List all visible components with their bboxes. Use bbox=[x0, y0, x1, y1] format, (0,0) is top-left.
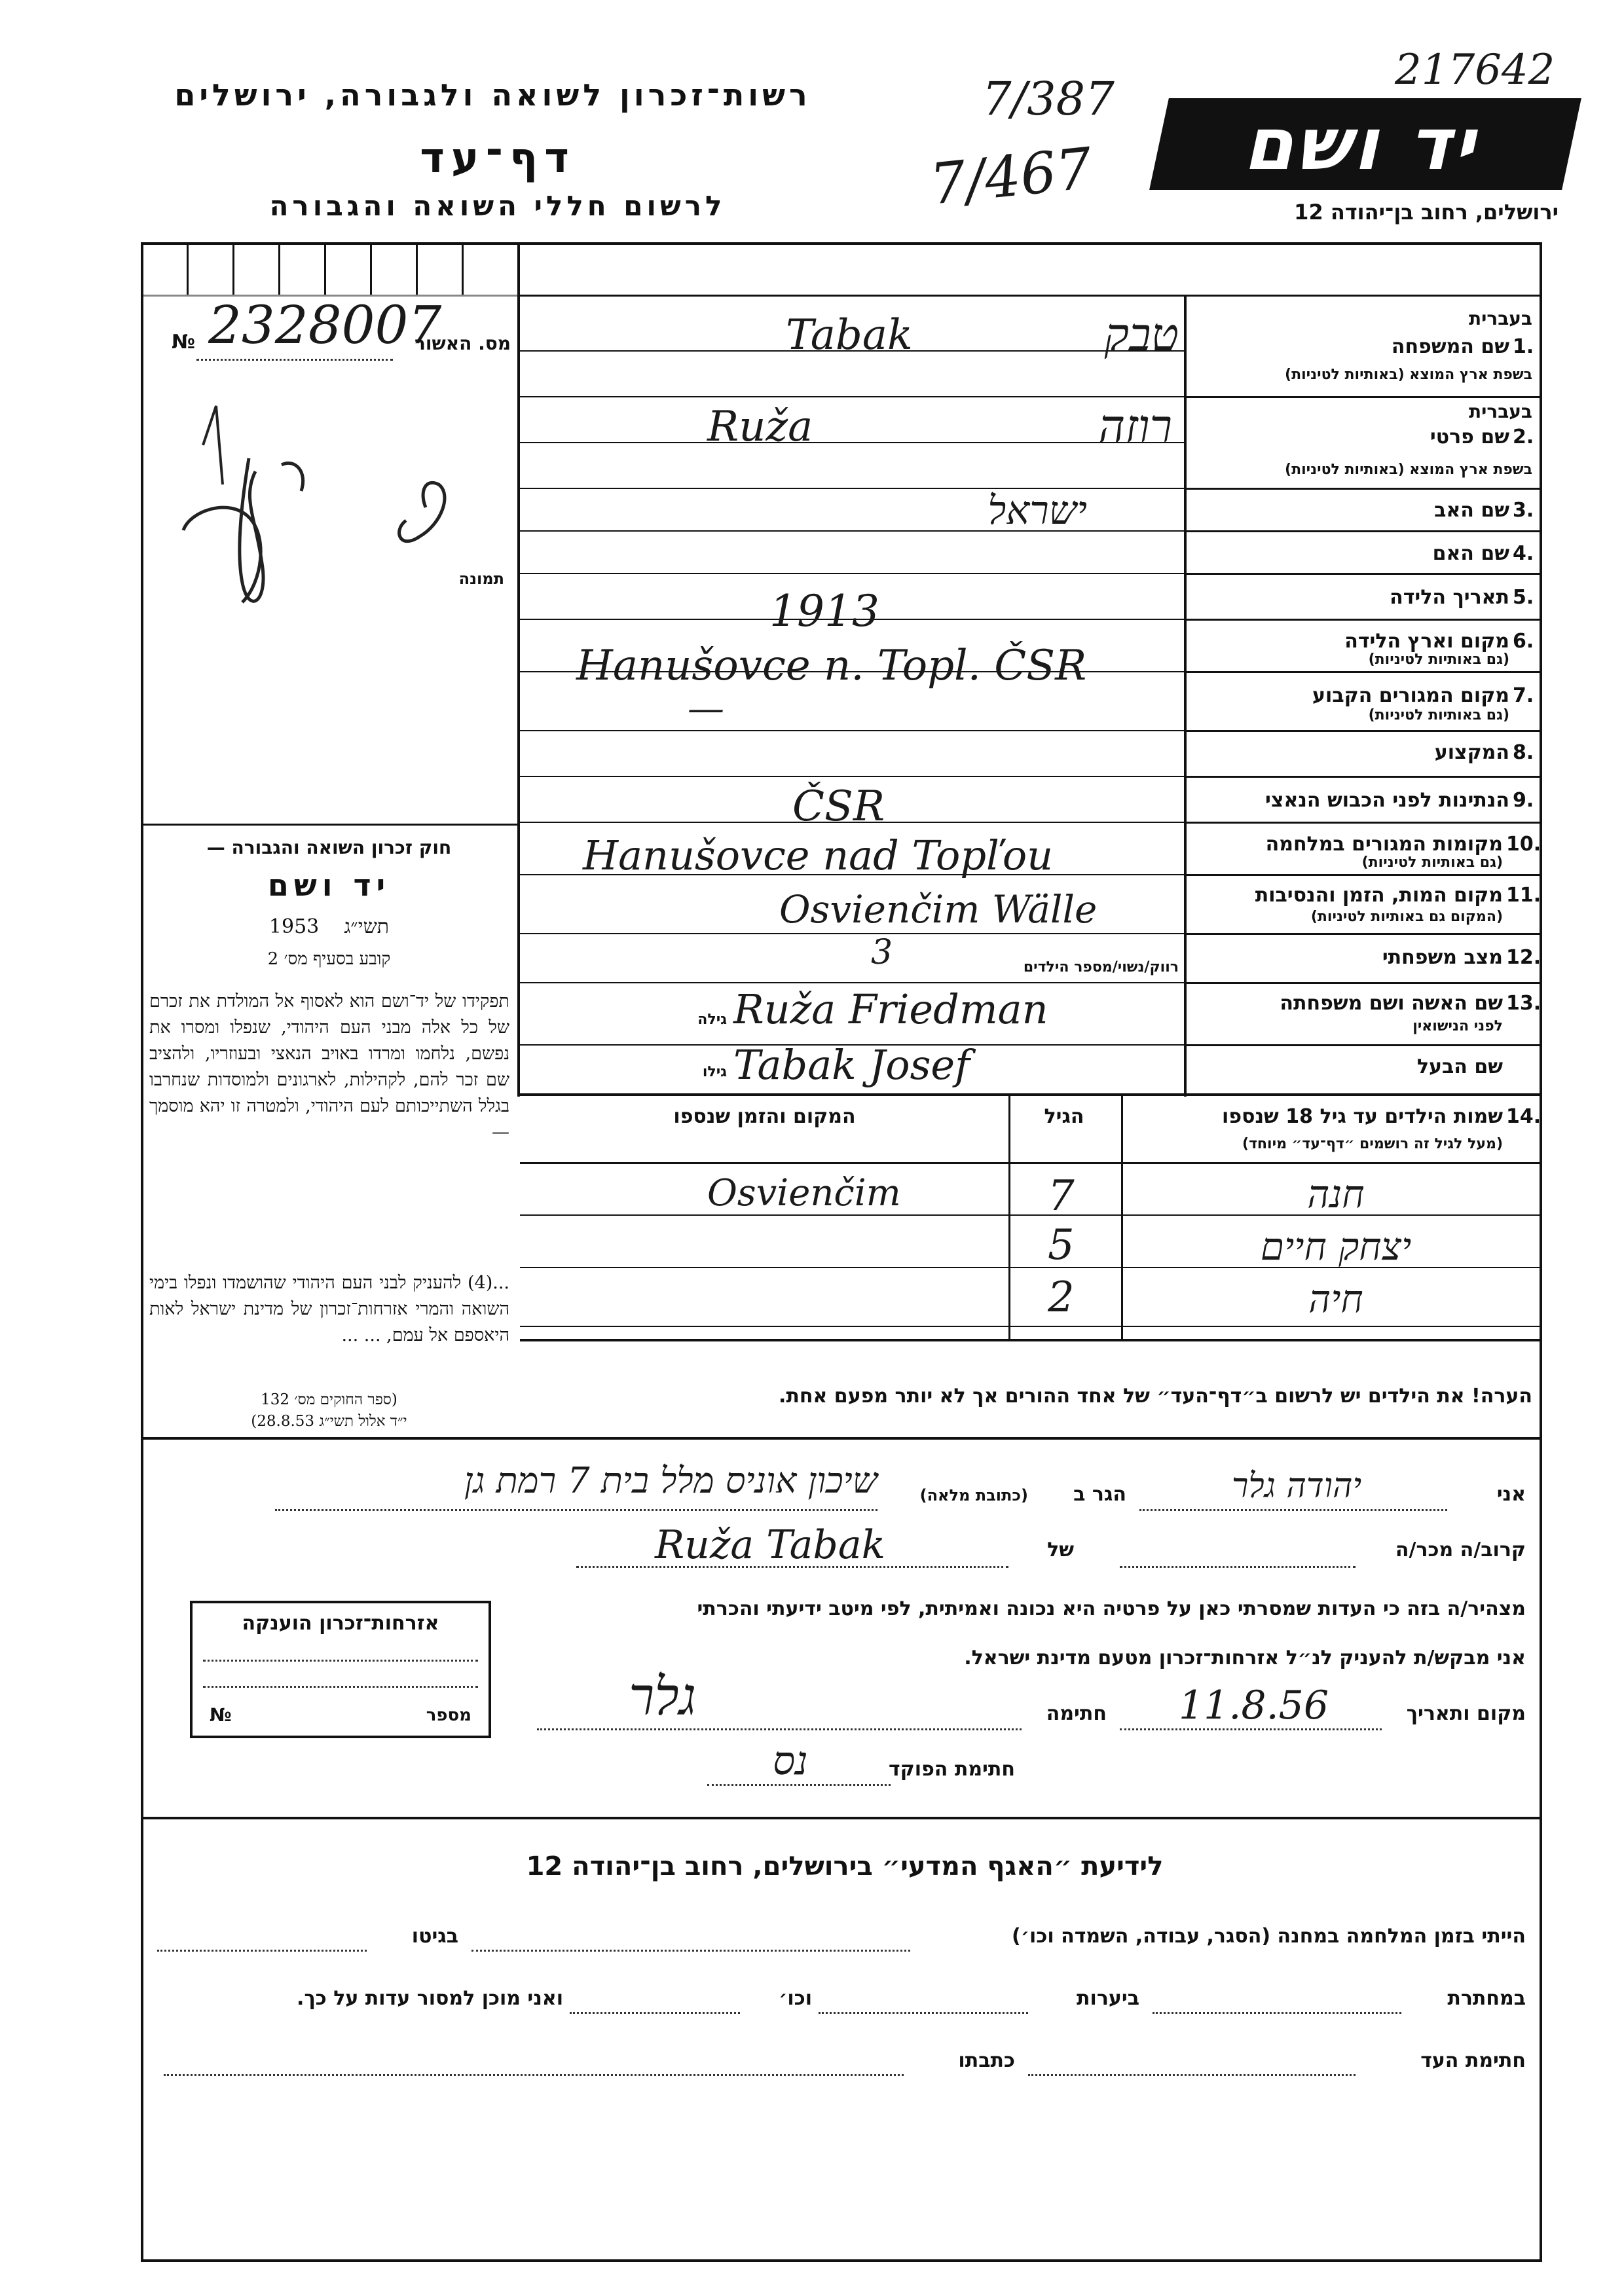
field-row-separator bbox=[1185, 822, 1542, 824]
bottom-line1-a: הייתי בזמן המלחמה במחנה (הסגר, עבודה, השמדה וכו׳) bbox=[1012, 1925, 1526, 1948]
decl-address-value[interactable]: שיכון אוניס מלל בית 7 רמת גן bbox=[464, 1460, 877, 1501]
field-1-sublabel: בשפת ארץ המוצא (באותיות לטיניות) bbox=[1285, 367, 1532, 383]
law-year-hebrew: תשי״ג bbox=[344, 915, 390, 938]
decl-officer-dotted bbox=[707, 1784, 891, 1786]
photo-label: תמונה bbox=[458, 570, 504, 588]
entry-rule bbox=[520, 730, 1184, 731]
field-13-mid-label: גילה bbox=[697, 1011, 727, 1028]
field-2-sublabel: בשפת ארץ המוצא (באותיות לטיניות) bbox=[1285, 462, 1532, 478]
decl-relative: קרוב/ה מכר/ה bbox=[1395, 1539, 1526, 1561]
decl-signature-value[interactable]: גלר bbox=[629, 1666, 697, 1727]
child-age[interactable]: 5 bbox=[1048, 1221, 1075, 1269]
child-name[interactable]: חנה bbox=[1307, 1172, 1365, 1216]
field-12-mid-label: רווק/נשוי/מספר הילדים bbox=[1023, 959, 1179, 975]
field-6-label: מקום וארץ הלידה bbox=[1344, 630, 1509, 653]
field-5-label: תאריך הלידה bbox=[1390, 586, 1509, 609]
field-row-separator bbox=[1185, 573, 1542, 575]
field-7-sublabel: (גם באותיות לטיניות) bbox=[1368, 707, 1509, 723]
decl-ani-value[interactable]: יהודה גלר bbox=[1231, 1467, 1362, 1506]
husband-label: שם הבעל bbox=[1416, 1055, 1503, 1078]
decl-signature: חתימה bbox=[1046, 1702, 1107, 1725]
field-10-label: מקומות המגורים במלחמה bbox=[1265, 833, 1503, 856]
field-1-hebrew-value[interactable]: טבק bbox=[1104, 308, 1179, 361]
law-clause: קובע בסעיף מס׳ 2 bbox=[267, 949, 391, 969]
decl-lives-at: הגר ב bbox=[1073, 1483, 1126, 1506]
memorial-box-dotted bbox=[203, 1686, 478, 1688]
decl-full-address: (כתובת מלאה) bbox=[919, 1486, 1028, 1504]
decl-declare: מצהיר/ה בזה כי העדות שמסרתי כאן על פרטיה היא נכונה ואמיתית, לפי מיטב ידיעתי והכרתי bbox=[697, 1597, 1526, 1620]
field-2-label: שם פרטי bbox=[1430, 426, 1509, 448]
approval-no-symbol: № bbox=[172, 331, 196, 354]
decl-officer-signature: חתימת הפוקד bbox=[889, 1758, 1015, 1781]
children-table-bottom bbox=[520, 1339, 1542, 1341]
entry-rule bbox=[520, 776, 1184, 777]
field-row-separator bbox=[1185, 982, 1542, 984]
handwritten-ref-top: 217642 bbox=[1395, 46, 1555, 94]
children-col-divider-1 bbox=[1008, 1093, 1010, 1339]
note-text: הערה! את הילדים יש לרשום ב״דף־העד״ של אחד ההורים אך לא יותר מפעם אחת. bbox=[779, 1385, 1532, 1408]
child-name[interactable]: חיה bbox=[1308, 1277, 1363, 1321]
field-7-label: מקום המגורים הקבוע bbox=[1312, 684, 1509, 707]
children-row-rule bbox=[520, 1326, 1542, 1327]
memorial-box-title: אזרחות־זכרון הוענקה bbox=[242, 1612, 439, 1635]
field-row-separator bbox=[1185, 671, 1542, 673]
field-7-value[interactable]: — bbox=[688, 687, 724, 730]
field-10-sublabel: (גם באותיות לטיניות) bbox=[1361, 854, 1503, 871]
bottom-line3-a: חתימת העד bbox=[1420, 2049, 1526, 2072]
field-2-hebrew-value[interactable]: רוזה bbox=[1098, 399, 1172, 453]
bottom-title: לידיעת ״האגף המדעי״ בירושלים, רחוב בן־יהודה 12 bbox=[526, 1851, 1164, 1882]
yad-vashem-logo bbox=[1149, 98, 1581, 190]
field-11-number: 11. bbox=[1506, 884, 1541, 907]
field-4-label: שם האם bbox=[1432, 542, 1509, 565]
field-row-separator bbox=[1185, 730, 1542, 732]
decl-request: אני מבקש/ת להעניק לנ״ל אזרחות־זכרון מטעם מדינת ישראל. bbox=[964, 1647, 1526, 1669]
field-6-value[interactable]: Hanušovce n. Topl. ČSR bbox=[576, 642, 1087, 690]
decl-of: של bbox=[1047, 1539, 1074, 1561]
field-3-label: שם האב bbox=[1434, 499, 1509, 522]
entry-rule bbox=[520, 573, 1184, 574]
field-3-number: 3. bbox=[1513, 499, 1534, 522]
photo-strip-tick-4 bbox=[324, 242, 326, 295]
decl-relative-dotted bbox=[1120, 1566, 1356, 1568]
bottom-line1-b: בגיטו bbox=[411, 1925, 458, 1948]
form-subtitle: לרשום חללי השואה והגבורה bbox=[269, 190, 726, 222]
decl-signature-dotted bbox=[537, 1728, 1022, 1730]
children-col-divider-2 bbox=[1121, 1093, 1123, 1339]
decl-of-value[interactable]: Ruža Tabak bbox=[655, 1522, 885, 1568]
logo-text: יד ושם bbox=[1239, 102, 1492, 186]
field-8-label: המקצוע bbox=[1434, 741, 1509, 764]
photo-area[interactable] bbox=[144, 367, 514, 825]
children-table-top bbox=[520, 1093, 1542, 1096]
field-row-separator bbox=[1185, 396, 1542, 398]
decl-ani: אני bbox=[1496, 1483, 1526, 1506]
children-col-age: הגיל bbox=[1044, 1105, 1084, 1128]
child-age[interactable]: 7 bbox=[1048, 1172, 1075, 1220]
law-name: יד ושם bbox=[267, 867, 391, 903]
field-5-number: 5. bbox=[1513, 586, 1534, 609]
entry-rule bbox=[520, 933, 1184, 934]
photo-strip-tick-5 bbox=[370, 242, 372, 295]
field-8-number: 8. bbox=[1513, 741, 1534, 764]
children-col-place: המקום והזמן שנספו bbox=[673, 1105, 856, 1128]
field-row-separator bbox=[1185, 874, 1542, 876]
decl-date-value[interactable]: 11.8.56 bbox=[1179, 1683, 1329, 1728]
photo-strip-tick-1 bbox=[187, 242, 189, 295]
bottom-line2-d: ואני מוכן למסור עדות על כך. bbox=[297, 1987, 563, 2010]
field-12-label: מצב משפחתי bbox=[1382, 946, 1503, 969]
field-row-separator bbox=[1185, 619, 1542, 621]
bottom-line3-dotted-1 bbox=[1028, 2074, 1356, 2076]
bottom-line1-dotted bbox=[471, 1950, 910, 1952]
photo-strip-tick-7 bbox=[462, 242, 464, 295]
child-place[interactable]: Osvienčim bbox=[707, 1172, 901, 1214]
bottom-section-divider bbox=[141, 1817, 1542, 1819]
law-text-article-4: ...(4) להעניק לבני העם היהודי שהושמדו ונפלו בימי השואה והמרי אזרחות־זכרון של מדינת ישראל לאות היאספם אל עמם, ... ... bbox=[149, 1273, 509, 1345]
child-age[interactable]: 2 bbox=[1048, 1273, 1075, 1322]
field-13-number: 13. bbox=[1506, 992, 1541, 1015]
decl-ani-dotted bbox=[1139, 1509, 1447, 1511]
law-title: חוק זכרון השואה והגבורה — bbox=[206, 837, 452, 858]
bottom-line2-dotted-2 bbox=[819, 2012, 1028, 2014]
left-column-divider bbox=[517, 242, 520, 1097]
approval-number[interactable]: 2328007 bbox=[208, 295, 442, 355]
field-row-separator bbox=[1185, 488, 1542, 490]
field-9-value[interactable]: ČSR bbox=[792, 782, 885, 831]
photo-strip-tick-6 bbox=[416, 242, 418, 295]
decl-place-date: מקום ותאריך bbox=[1406, 1702, 1526, 1725]
bottom-line2-b: ביערות bbox=[1077, 1987, 1139, 2010]
field-3-value[interactable]: ישראל bbox=[987, 488, 1087, 534]
law-year: 1953 bbox=[268, 915, 320, 938]
decl-date-dotted bbox=[1120, 1728, 1382, 1730]
field-1-latin-value[interactable]: Tabak bbox=[786, 311, 913, 359]
photo-strip-tick-3 bbox=[278, 242, 280, 295]
bottom-line3-dotted-2 bbox=[164, 2074, 904, 2076]
field-13-sublabel: לפני הנישואין bbox=[1412, 1018, 1503, 1034]
field-2-number: 2. bbox=[1513, 426, 1534, 448]
field-4-number: 4. bbox=[1513, 542, 1534, 565]
field-2-latin-value[interactable]: Ruža bbox=[707, 403, 813, 451]
bottom-line2-a: במחתרת bbox=[1447, 1987, 1526, 2010]
field-12-number: 12. bbox=[1506, 946, 1541, 969]
field-9-number: 9. bbox=[1513, 789, 1534, 812]
field-11-sublabel: (המקום גם באותיות לטיניות) bbox=[1310, 909, 1503, 925]
field-7-number: 7. bbox=[1513, 684, 1534, 707]
husband-value[interactable]: Tabak Josef bbox=[733, 1041, 970, 1089]
memorial-box-no-symbol: № bbox=[210, 1704, 232, 1726]
signature-scribble bbox=[144, 367, 514, 825]
handwritten-ref-2: 7/467 bbox=[927, 136, 1096, 218]
address-line: ירושלים, רחוב בן־יהודה 12 bbox=[1294, 200, 1559, 225]
field-row-separator bbox=[1185, 1044, 1542, 1046]
field-9-label: הנתינות לפני הכבוש הנאצי bbox=[1265, 789, 1509, 812]
field-6-sublabel: (גם באותיות לטיניות) bbox=[1368, 651, 1509, 668]
decl-of-dotted bbox=[576, 1566, 1008, 1568]
children-number: 14. bbox=[1506, 1105, 1541, 1128]
field-12-value[interactable]: 3 bbox=[871, 933, 893, 972]
field-row-separator bbox=[1185, 933, 1542, 935]
authority-line: רשות־זכרון לשואה ולגבורה, ירושלים bbox=[174, 77, 811, 113]
field-row-separator bbox=[1185, 530, 1542, 532]
label-column-divider bbox=[1184, 295, 1187, 1097]
decl-officer-value[interactable]: נס bbox=[773, 1738, 808, 1784]
bottom-line1-dotted-2 bbox=[157, 1950, 367, 1952]
field-10-number: 10. bbox=[1506, 833, 1541, 856]
field-5-value[interactable]: 1913 bbox=[769, 586, 879, 636]
bottom-line2-c: וכו׳ bbox=[779, 1987, 812, 2010]
field-11-value[interactable]: Osvienčim Wälle bbox=[779, 887, 1098, 932]
field-11-label: מקום המות, הזמן והנסיבות bbox=[1255, 884, 1503, 907]
field-2-hebrew-tag: בעברית bbox=[1468, 401, 1532, 422]
field-13-value[interactable]: Ruža Friedman bbox=[733, 985, 1048, 1033]
field-1-label: שם המשפחה bbox=[1391, 335, 1509, 358]
bottom-line2-dotted-1 bbox=[1153, 2012, 1401, 2014]
child-name[interactable]: יצחק חיים bbox=[1260, 1224, 1412, 1269]
decl-address-dotted bbox=[275, 1509, 877, 1511]
law-source-1: (ספר החוקים מס׳ 132 bbox=[261, 1391, 397, 1408]
children-header-rule bbox=[520, 1162, 1542, 1164]
law-source-2: י״ד אלול תשי״ג 28.8.53) bbox=[251, 1413, 407, 1430]
law-panel-divider bbox=[141, 824, 517, 826]
entry-rule bbox=[520, 396, 1184, 397]
section-divider bbox=[141, 1437, 1542, 1440]
photo-strip-tick-2 bbox=[232, 242, 234, 295]
bottom-line3-b: כתבתו bbox=[958, 2049, 1015, 2072]
approval-dotted-line bbox=[196, 359, 393, 361]
approval-label: מס. האשור bbox=[415, 333, 511, 354]
law-text: תפקידו של יד־ושם הוא לאסוף אל המולדת את זכרם של כל אלה מבני העם היהודי, שנפלו ומסרו את נפשם, נלחמו ומרדו באויב הנאצי ובעוזריו, ולהציב שם זכר להם, לקהילות, לארגונים ולמוסדות שנחרבו בגלל השתייכותם לעם היהודי, ולמטרה זו יהא מוסמך — bbox=[149, 991, 509, 1142]
field-1-number: 1. bbox=[1513, 335, 1534, 358]
handwritten-ref-1: 7/387 bbox=[982, 72, 1115, 126]
form-title: דף־עד bbox=[420, 134, 576, 183]
field-13-label: שם האשה ושם משפחתה bbox=[1280, 992, 1503, 1015]
entry-rule bbox=[520, 982, 1184, 983]
field-6-number: 6. bbox=[1513, 630, 1534, 653]
bottom-line2-dotted-3 bbox=[570, 2012, 740, 2014]
memorial-box-number-label: מספר bbox=[426, 1705, 471, 1725]
law-year-row bbox=[147, 915, 511, 938]
field-1-hebrew-tag: בעברית bbox=[1468, 308, 1532, 329]
children-label: שמות הילדים עד גיל 18 שנספו bbox=[1222, 1105, 1503, 1128]
field-10-value[interactable]: Hanušovce nad Topľou bbox=[583, 831, 1054, 879]
children-sublabel: (מעל לגיל זה רושמים ״דף־עד״ מיוחד) bbox=[1242, 1136, 1503, 1152]
top-strip-line bbox=[520, 295, 1542, 297]
husband-mid-label: גילו bbox=[702, 1064, 727, 1080]
field-row-separator bbox=[1185, 776, 1542, 778]
memorial-box-dotted bbox=[203, 1660, 478, 1662]
